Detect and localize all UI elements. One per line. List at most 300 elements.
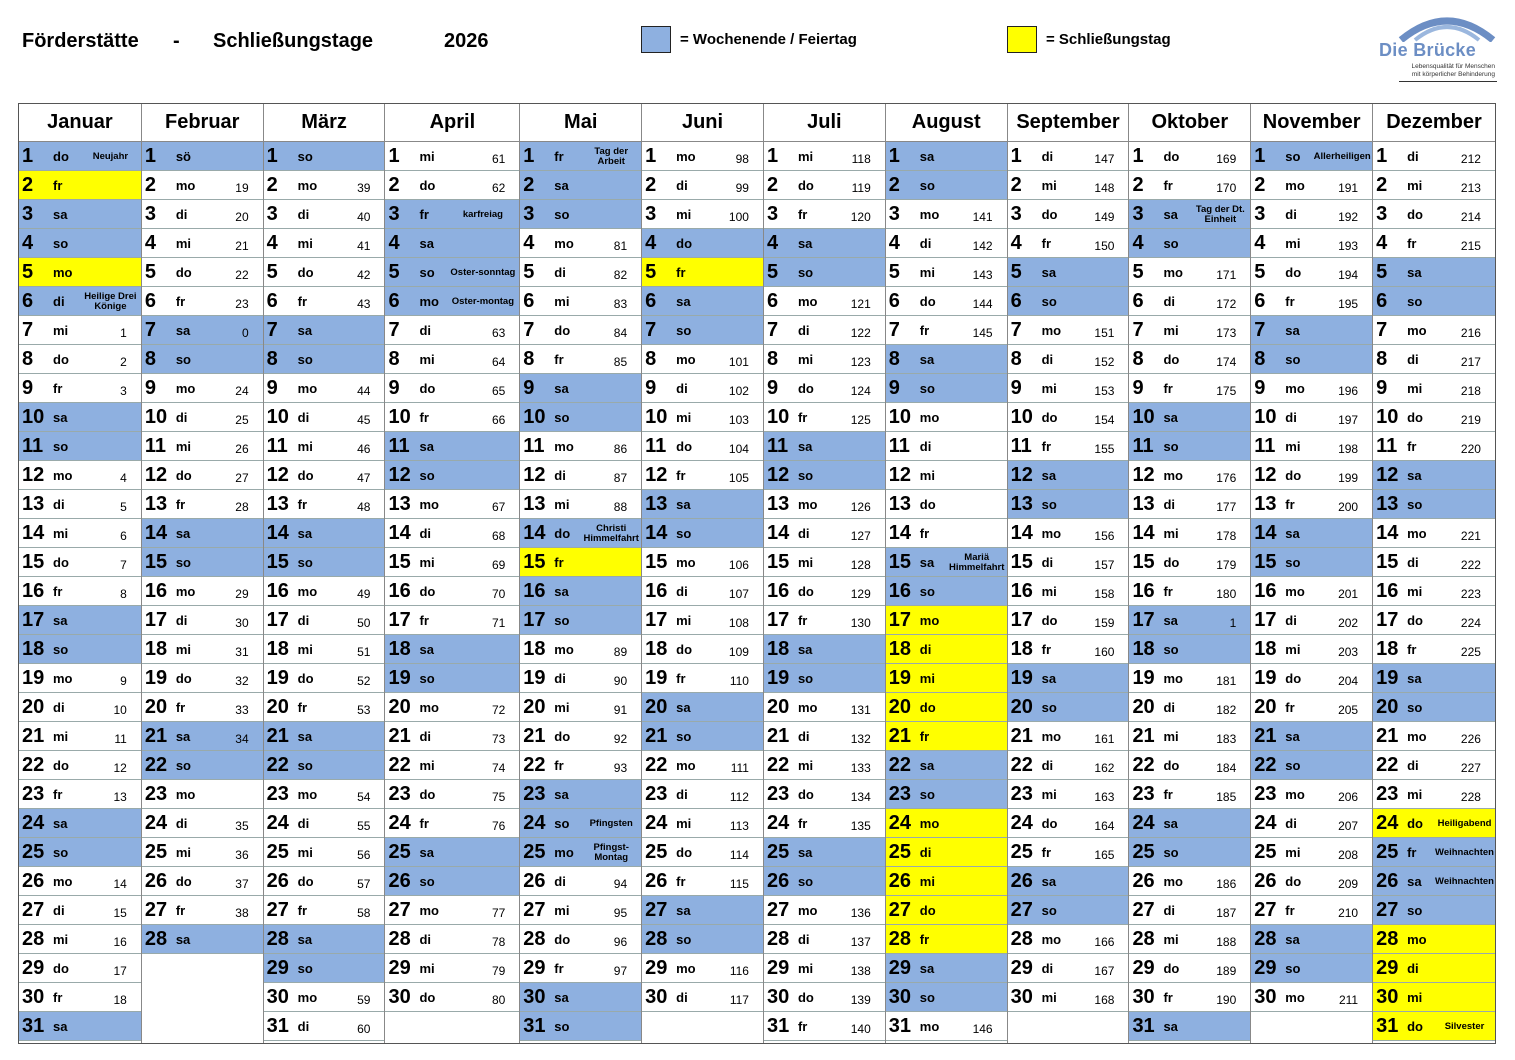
workday-counter: 100 bbox=[728, 210, 749, 224]
workday-counter: 159 bbox=[1094, 616, 1115, 630]
day-number: 15 bbox=[1010, 551, 1033, 573]
workday-counter: 39 bbox=[357, 181, 371, 195]
weekday-abbr: fr bbox=[676, 671, 686, 686]
weekday-abbr: so bbox=[297, 149, 313, 164]
day-cell bbox=[886, 374, 1007, 403]
workday-counter: 209 bbox=[1338, 877, 1359, 891]
weekday-abbr: fr bbox=[1041, 845, 1051, 860]
day-number: 12 bbox=[144, 464, 168, 486]
day-cell bbox=[1373, 809, 1495, 838]
day-cell bbox=[886, 809, 1007, 838]
month-column-märz bbox=[263, 104, 385, 1043]
weekday-abbr: fr bbox=[1285, 294, 1295, 309]
day-cell bbox=[19, 577, 141, 606]
weekday-abbr: do bbox=[1285, 265, 1302, 280]
weekday-abbr: fr bbox=[419, 410, 429, 425]
weekday-abbr: mo bbox=[419, 903, 439, 918]
day-cell bbox=[642, 548, 763, 577]
day-cell bbox=[1251, 345, 1372, 374]
day-cell bbox=[886, 345, 1007, 374]
day-number: 16 bbox=[523, 580, 546, 602]
day-cell bbox=[19, 809, 141, 838]
day-cell bbox=[385, 577, 519, 606]
day-number: 20 bbox=[1376, 696, 1399, 718]
day-cell bbox=[1008, 867, 1129, 896]
weekday-abbr: mo bbox=[1041, 526, 1062, 541]
day-cell bbox=[142, 316, 263, 345]
day-cell bbox=[264, 664, 385, 693]
workday-counter: 2 bbox=[120, 355, 127, 369]
day-number: 11 bbox=[645, 435, 667, 457]
day-number: 2 bbox=[523, 174, 535, 196]
day-cell bbox=[764, 519, 885, 548]
day-cell bbox=[520, 867, 641, 896]
day-number: 20 bbox=[645, 696, 668, 718]
workday-counter: 27 bbox=[235, 471, 249, 485]
day-number: 16 bbox=[1132, 580, 1155, 602]
weekday-abbr: sa bbox=[676, 497, 691, 512]
weekday-abbr: so bbox=[175, 555, 191, 570]
day-number: 23 bbox=[1254, 783, 1277, 805]
weekday-abbr: mi bbox=[297, 236, 313, 251]
weekday-abbr: do bbox=[554, 526, 571, 541]
weekday-abbr: di bbox=[297, 1019, 310, 1034]
day-cell bbox=[520, 722, 641, 751]
weekday-abbr: so bbox=[53, 439, 69, 454]
day-number: 19 bbox=[766, 667, 790, 689]
day-cell bbox=[1129, 258, 1250, 287]
day-number: 17 bbox=[22, 609, 45, 631]
holiday-label: Weihnachten bbox=[1435, 875, 1494, 887]
day-cell bbox=[142, 461, 263, 490]
day-number: 11 bbox=[144, 435, 166, 457]
weekday-abbr: do bbox=[1285, 671, 1302, 686]
day-cell bbox=[264, 809, 385, 838]
day-number: 9 bbox=[766, 377, 779, 399]
day-number: 11 bbox=[266, 435, 288, 457]
workday-counter: 6 bbox=[120, 529, 127, 543]
day-number: 10 bbox=[766, 406, 790, 428]
day-cell bbox=[19, 780, 141, 809]
day-number: 22 bbox=[388, 754, 411, 776]
legend-weekend-label: = Wochenende / Feiertag bbox=[680, 31, 857, 48]
weekday-abbr: di bbox=[554, 671, 566, 686]
day-number: 8 bbox=[22, 348, 34, 370]
day-cell bbox=[520, 635, 641, 664]
workday-counter: 45 bbox=[357, 413, 371, 427]
day-number: 1 bbox=[1010, 145, 1022, 167]
day-number: 20 bbox=[266, 696, 289, 718]
day-cell bbox=[520, 664, 641, 693]
day-cell bbox=[1251, 983, 1372, 1012]
workday-counter: 216 bbox=[1460, 326, 1481, 340]
day-cell bbox=[1373, 635, 1495, 664]
day-cell bbox=[1251, 171, 1372, 200]
weekday-abbr: sa bbox=[175, 526, 191, 541]
day-cell bbox=[19, 345, 141, 374]
weekday-abbr: sa bbox=[175, 932, 191, 947]
weekday-abbr: fr bbox=[1407, 439, 1417, 454]
workday-counter: 20 bbox=[235, 210, 249, 224]
day-number: 2 bbox=[1010, 174, 1022, 196]
day-number: 15 bbox=[22, 551, 45, 573]
weekday-abbr: do bbox=[797, 381, 814, 396]
weekday-abbr: mo bbox=[297, 381, 318, 396]
day-number: 18 bbox=[766, 638, 790, 660]
weekday-abbr: mi bbox=[797, 961, 814, 976]
day-number: 9 bbox=[1254, 377, 1266, 399]
day-cell bbox=[764, 809, 885, 838]
day-number: 8 bbox=[1132, 348, 1144, 370]
weekday-abbr: do bbox=[919, 497, 936, 512]
weekday-abbr: mo bbox=[919, 613, 940, 628]
weekday-abbr: mo bbox=[1163, 874, 1183, 889]
weekday-abbr: sa bbox=[1041, 468, 1057, 483]
holiday-label: Pfingst-Montag bbox=[593, 841, 629, 863]
workday-counter: 71 bbox=[491, 616, 506, 630]
day-cell bbox=[142, 751, 263, 780]
day-number: 20 bbox=[523, 696, 546, 718]
workday-counter: 197 bbox=[1338, 413, 1359, 427]
workday-counter: 17 bbox=[113, 964, 127, 978]
day-cell bbox=[1373, 432, 1495, 461]
day-number: 22 bbox=[1010, 754, 1033, 776]
day-number: 29 bbox=[388, 957, 411, 979]
weekday-abbr: fr bbox=[797, 613, 808, 628]
weekday-abbr: so bbox=[919, 990, 935, 1005]
workday-counter: 153 bbox=[1094, 384, 1115, 398]
day-number: 21 bbox=[645, 725, 668, 747]
weekday-abbr: di bbox=[797, 323, 810, 338]
day-number: 3 bbox=[766, 203, 779, 225]
workday-counter: 74 bbox=[491, 761, 506, 775]
workday-counter: 103 bbox=[728, 413, 749, 427]
day-cell bbox=[385, 838, 519, 867]
workday-counter: 1 bbox=[1229, 616, 1237, 630]
weekday-abbr: do bbox=[175, 265, 192, 280]
workday-counter: 202 bbox=[1338, 616, 1359, 630]
weekday-abbr: do bbox=[297, 671, 314, 686]
workday-counter: 59 bbox=[357, 993, 371, 1007]
day-number: 16 bbox=[1376, 580, 1399, 602]
day-cell bbox=[1251, 490, 1372, 519]
day-number: 10 bbox=[645, 406, 668, 428]
weekday-abbr: sa bbox=[797, 439, 813, 454]
day-number: 5 bbox=[1010, 261, 1022, 283]
holiday-label: Tag der Dt. Einheit bbox=[1195, 203, 1245, 225]
holiday-label: Tag der Arbeit bbox=[594, 145, 629, 167]
day-cell bbox=[764, 664, 885, 693]
workday-counter: 65 bbox=[491, 384, 506, 398]
workday-counter: 73 bbox=[491, 732, 506, 746]
day-cell bbox=[385, 519, 519, 548]
day-number: 11 bbox=[1132, 435, 1154, 457]
day-cell bbox=[264, 548, 385, 577]
day-cell bbox=[1251, 838, 1372, 867]
day-cell bbox=[1373, 142, 1495, 171]
day-number: 31 bbox=[266, 1015, 289, 1037]
month-header: Juli bbox=[764, 104, 885, 142]
weekday-abbr: mo bbox=[676, 758, 696, 773]
day-number: 1 bbox=[645, 145, 657, 167]
day-number: 14 bbox=[1010, 522, 1033, 544]
month-header: August bbox=[886, 104, 1007, 142]
day-cell bbox=[886, 954, 1007, 983]
day-number: 14 bbox=[645, 522, 668, 544]
day-cell bbox=[1373, 519, 1495, 548]
day-number: 5 bbox=[144, 261, 156, 283]
workday-counter: 67 bbox=[491, 500, 506, 514]
title-year: 2026 bbox=[444, 30, 489, 52]
day-cell bbox=[264, 345, 385, 374]
day-cell bbox=[1008, 287, 1129, 316]
day-cell bbox=[520, 780, 641, 809]
weekday-abbr: sa bbox=[1407, 468, 1422, 483]
day-cell bbox=[142, 867, 263, 896]
workday-counter: 113 bbox=[729, 819, 749, 833]
weekday-abbr: so bbox=[1285, 352, 1301, 367]
day-cell bbox=[1129, 519, 1250, 548]
day-cell bbox=[1251, 954, 1372, 983]
day-cell bbox=[886, 432, 1007, 461]
day-number: 30 bbox=[1254, 986, 1277, 1008]
weekday-abbr: do bbox=[1285, 874, 1302, 889]
day-cell bbox=[1008, 664, 1129, 693]
month-column-november bbox=[1250, 104, 1372, 1043]
day-number: 15 bbox=[266, 551, 289, 573]
day-cell bbox=[264, 896, 385, 925]
day-number: 24 bbox=[523, 812, 546, 834]
day-number: 16 bbox=[266, 580, 289, 602]
weekday-abbr: mi bbox=[1041, 381, 1057, 396]
day-cell bbox=[264, 635, 385, 664]
day-cell bbox=[642, 519, 763, 548]
month-column-mai bbox=[519, 104, 641, 1043]
day-number: 20 bbox=[1254, 696, 1277, 718]
title-closure-days: Schließungstage bbox=[213, 30, 374, 52]
day-cell bbox=[520, 403, 641, 432]
weekday-abbr: fr bbox=[554, 758, 564, 773]
holiday-label: Pfingsten bbox=[589, 817, 633, 829]
weekday-abbr: di bbox=[53, 700, 65, 715]
weekday-abbr: do bbox=[175, 671, 192, 686]
day-number: 25 bbox=[266, 841, 289, 863]
workday-counter: 141 bbox=[972, 210, 993, 224]
day-cell bbox=[1251, 142, 1372, 171]
weekday-abbr: do bbox=[554, 323, 571, 338]
workday-counter: 57 bbox=[357, 877, 371, 891]
weekday-abbr: mo bbox=[1041, 932, 1062, 947]
workday-counter: 123 bbox=[850, 355, 871, 369]
weekday-abbr: fr bbox=[419, 207, 429, 222]
workday-counter: 132 bbox=[850, 732, 871, 746]
weekday-abbr: mi bbox=[1041, 584, 1057, 599]
day-number: 2 bbox=[766, 174, 779, 196]
holiday-label: Weihnachten bbox=[1435, 846, 1494, 858]
weekday-abbr: do bbox=[1041, 816, 1058, 831]
day-number: 13 bbox=[645, 493, 668, 515]
day-cell bbox=[642, 722, 763, 751]
workday-counter: 44 bbox=[357, 384, 371, 398]
day-cell bbox=[886, 751, 1007, 780]
workday-counter: 69 bbox=[491, 558, 506, 572]
weekday-abbr: mo bbox=[297, 584, 318, 599]
weekday-abbr: sa bbox=[419, 845, 434, 860]
weekday-abbr: fr bbox=[919, 526, 930, 541]
day-number: 28 bbox=[1010, 928, 1033, 950]
day-cell bbox=[385, 345, 519, 374]
weekday-abbr: sa bbox=[554, 584, 569, 599]
day-cell bbox=[142, 925, 263, 954]
workday-counter: 23 bbox=[235, 297, 249, 311]
day-cell bbox=[1129, 1012, 1250, 1041]
day-number: 2 bbox=[645, 174, 657, 196]
workday-counter: 96 bbox=[613, 935, 628, 949]
day-cell bbox=[19, 229, 141, 258]
weekday-abbr: mo bbox=[919, 816, 940, 831]
day-cell bbox=[385, 403, 519, 432]
weekday-abbr: sa bbox=[297, 323, 313, 338]
day-cell bbox=[1251, 780, 1372, 809]
workday-counter: 223 bbox=[1460, 587, 1481, 601]
day-number: 13 bbox=[523, 493, 546, 515]
day-number: 7 bbox=[144, 319, 156, 341]
workday-counter: 189 bbox=[1216, 964, 1237, 978]
workday-counter: 218 bbox=[1460, 384, 1481, 398]
workday-counter: 206 bbox=[1338, 790, 1359, 804]
day-number: 30 bbox=[888, 986, 912, 1008]
day-number: 27 bbox=[144, 899, 168, 921]
day-number: 26 bbox=[766, 870, 790, 892]
day-cell bbox=[886, 896, 1007, 925]
day-cell bbox=[1251, 606, 1372, 635]
workday-counter: 97 bbox=[613, 964, 628, 978]
day-cell bbox=[1008, 896, 1129, 925]
day-number: 8 bbox=[266, 348, 278, 370]
day-number: 21 bbox=[523, 725, 546, 747]
weekday-abbr: do bbox=[1285, 468, 1302, 483]
weekday-abbr: sa bbox=[53, 410, 68, 425]
weekday-abbr: do bbox=[1407, 207, 1423, 222]
day-number: 5 bbox=[645, 261, 657, 283]
workday-counter: 126 bbox=[850, 500, 871, 514]
day-cell bbox=[886, 519, 1007, 548]
weekday-abbr: mi bbox=[797, 758, 814, 773]
day-number: 18 bbox=[888, 638, 912, 660]
weekday-abbr: di bbox=[919, 642, 932, 657]
workday-counter: 51 bbox=[357, 645, 371, 659]
weekday-abbr: sa bbox=[297, 526, 313, 541]
day-number: 27 bbox=[766, 899, 790, 921]
day-cell bbox=[142, 548, 263, 577]
weekday-abbr: fr bbox=[554, 961, 564, 976]
day-cell bbox=[1129, 954, 1250, 983]
day-number: 27 bbox=[1376, 899, 1399, 921]
day-number: 13 bbox=[1376, 493, 1399, 515]
weekday-abbr: mi bbox=[797, 352, 814, 367]
weekday-abbr: fr bbox=[1407, 642, 1417, 657]
weekday-abbr: so bbox=[554, 207, 570, 222]
workday-counter: 179 bbox=[1216, 558, 1237, 572]
day-number: 8 bbox=[645, 348, 657, 370]
day-cell bbox=[19, 403, 141, 432]
weekday-abbr: fr bbox=[1407, 845, 1417, 860]
day-number: 17 bbox=[144, 609, 168, 631]
weekday-abbr: di bbox=[419, 526, 432, 541]
day-cell bbox=[385, 432, 519, 461]
weekday-abbr: fr bbox=[53, 584, 63, 599]
day-number: 17 bbox=[1132, 609, 1155, 631]
day-number: 17 bbox=[1254, 609, 1277, 631]
weekday-abbr: do bbox=[919, 903, 936, 918]
day-cell bbox=[385, 693, 519, 722]
weekday-abbr: sa bbox=[1285, 932, 1300, 947]
workday-counter: 34 bbox=[235, 732, 249, 746]
workday-counter: 90 bbox=[613, 674, 628, 688]
workday-counter: 219 bbox=[1460, 413, 1481, 427]
day-number: 28 bbox=[1132, 928, 1155, 950]
weekday-abbr: mi bbox=[919, 265, 935, 280]
day-cell bbox=[142, 403, 263, 432]
workday-counter: 194 bbox=[1338, 268, 1359, 282]
day-cell bbox=[385, 374, 519, 403]
day-cell bbox=[19, 925, 141, 954]
weekday-abbr: sa bbox=[797, 845, 813, 860]
logo-underline bbox=[1399, 81, 1497, 82]
day-cell bbox=[886, 780, 1007, 809]
workday-counter: 170 bbox=[1216, 181, 1237, 195]
title-facility: Förderstätte bbox=[22, 30, 139, 52]
day-number: 7 bbox=[22, 319, 34, 341]
weekday-abbr: mo bbox=[1407, 729, 1427, 744]
month-header: Januar bbox=[19, 104, 141, 142]
day-number: 13 bbox=[766, 493, 790, 515]
day-number: 22 bbox=[22, 754, 45, 776]
day-number: 1 bbox=[266, 145, 278, 167]
day-number: 14 bbox=[888, 522, 912, 544]
workday-counter: 146 bbox=[972, 1022, 993, 1036]
day-number: 30 bbox=[523, 986, 546, 1008]
day-cell bbox=[142, 664, 263, 693]
day-cell bbox=[19, 171, 141, 200]
day-cell bbox=[385, 722, 519, 751]
day-number: 10 bbox=[388, 406, 411, 428]
weekday-abbr: di bbox=[1407, 149, 1419, 164]
legend-closure-label: = Schließungstag bbox=[1046, 31, 1171, 48]
month-header: November bbox=[1251, 104, 1372, 142]
day-number: 4 bbox=[1376, 232, 1388, 254]
day-number: 8 bbox=[1254, 348, 1266, 370]
day-cell bbox=[764, 142, 885, 171]
weekday-abbr: mo bbox=[297, 990, 318, 1005]
day-cell bbox=[642, 925, 763, 954]
day-cell bbox=[264, 316, 385, 345]
weekday-abbr: mi bbox=[1407, 381, 1423, 396]
workday-counter: 193 bbox=[1338, 239, 1359, 253]
workday-counter: 203 bbox=[1338, 645, 1359, 659]
day-cell bbox=[886, 142, 1007, 171]
workday-counter: 54 bbox=[357, 790, 371, 804]
workday-counter: 137 bbox=[850, 935, 871, 949]
workday-counter: 165 bbox=[1094, 848, 1115, 862]
weekday-abbr: fr bbox=[175, 497, 186, 512]
day-number: 7 bbox=[888, 319, 900, 341]
day-cell bbox=[1129, 142, 1250, 171]
day-cell bbox=[1251, 316, 1372, 345]
workday-counter: 8 bbox=[120, 587, 127, 601]
day-cell bbox=[1129, 374, 1250, 403]
workday-counter: 188 bbox=[1216, 935, 1237, 949]
